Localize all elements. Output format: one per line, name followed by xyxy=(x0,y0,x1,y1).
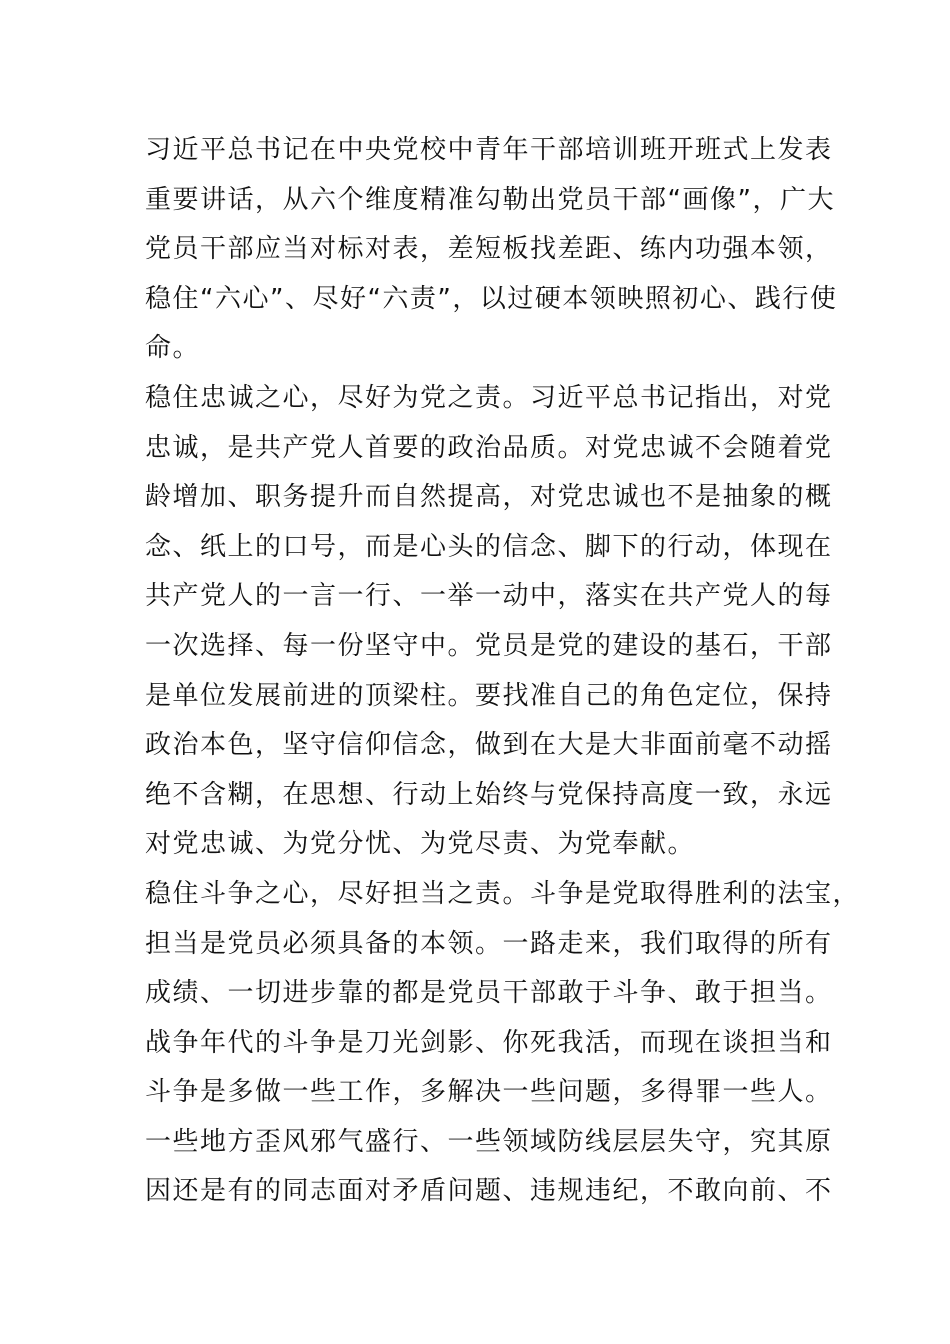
text-line: 政治本色，坚守信仰信念，做到在大是大非面前毫不动摇 xyxy=(145,730,833,761)
body-text xyxy=(145,126,861,1217)
text-line: 因还是有的同志面对矛盾问题、违规违纪，不敢向前、不 xyxy=(145,1176,833,1207)
text-line: 一些地方歪风邪气盛行、一些领域防线层层失守，究其原 xyxy=(145,1126,833,1157)
text-line: 绝不含糊，在思想、行动上始终与党保持高度一致，永远 xyxy=(145,779,833,810)
text-line: 命。 xyxy=(145,333,201,364)
text-line: 一次选择、每一份坚守中。党员是党的建设的基石，干部 xyxy=(145,630,833,661)
text-line: 担当是党员必须具备的本领。一路走来，我们取得的所有 xyxy=(145,928,833,959)
text-line: 稳住“六心”、尽好“六责”，以过硬本领映照初心、践行使 xyxy=(145,283,838,314)
text-line: 对党忠诚、为党分忧、为党尽责、为党奉献。 xyxy=(145,829,696,860)
text-line: 共产党人的一言一行、一举一动中，落实在共产党人的每 xyxy=(145,581,833,612)
text-line: 斗争是多做一些工作，多解决一些问题，多得罪一些人。 xyxy=(145,1077,833,1108)
text-line: 忠诚，是共产党人首要的政治品质。对党忠诚不会随着党 xyxy=(145,432,833,463)
text-line: 战争年代的斗争是刀光剑影、你死我活，而现在谈担当和 xyxy=(145,1027,833,1058)
text-line: 是单位发展前进的顶梁柱。要找准自己的角色定位，保持 xyxy=(145,680,833,711)
text-line: 习近平总书记在中央党校中青年干部培训班开班式上发表 xyxy=(145,135,833,165)
text-line: 念、纸上的口号，而是心头的信念、脚下的行动，体现在 xyxy=(145,531,833,562)
text-line: 重要讲话，从六个维度精准勾勒出党员干部“画像”，广大 xyxy=(145,184,835,215)
paragraph-heading-loyalty: 稳住忠诚之心，尽好为党之责。习近平总书记指出，对党 xyxy=(145,382,833,413)
text-line: 龄增加、职务提升而自然提高，对党忠诚也不是抽象的概 xyxy=(145,482,833,513)
paragraph-heading-struggle: 稳住斗争之心，尽好担当之责。斗争是党取得胜利的法宝， xyxy=(145,878,861,909)
text-line: 党员干部应当对标对表，差短板找差距、练内功强本领， xyxy=(145,234,833,265)
text-line: 成绩、一切进步靠的都是党员干部敢于斗争、敢于担当。 xyxy=(145,978,833,1009)
